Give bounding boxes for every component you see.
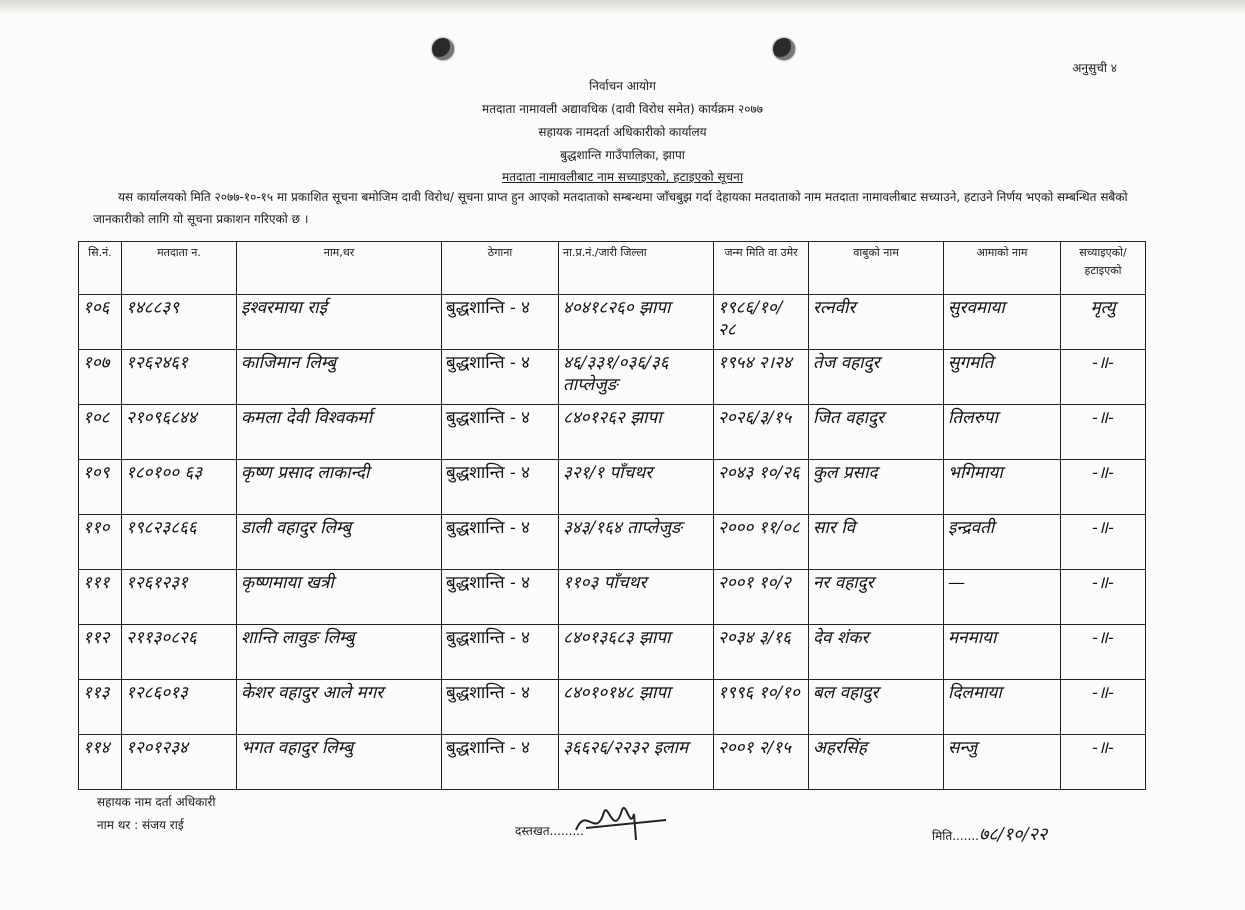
cell-serial: ११३ — [79, 680, 122, 735]
cell-address: बुद्धशान्ति - ४ — [442, 625, 559, 680]
table-row — [79, 295, 1146, 350]
signature-label: दस्तखत — [515, 824, 550, 838]
header-program: मतदाता नामावली अद्यावधिक (दावी विरोध समेत) कार्यक्रम २०७७ — [482, 102, 763, 116]
cell-name: कमला देवी विश्वकर्मा — [237, 405, 442, 460]
cell-mother: सुरवमाया — [944, 295, 1061, 350]
cell-mother: भगिमाया — [944, 460, 1061, 515]
cell-citizenship: ३४३/१६४ ताप्लेजुङ — [559, 515, 714, 570]
notice-title-text: मतदाता नामावलीबाट नाम सच्याइएको, हटाइएको सूचना — [502, 170, 743, 184]
table-row — [79, 735, 1146, 790]
cell-voter-no: १२८६०१३ — [122, 680, 237, 735]
cell-citizenship: ३६६२६/२२३२ इलाम — [559, 735, 714, 790]
annex-label: अनुसुची ४ — [1072, 61, 1117, 75]
cell-name: कृष्णमाया खत्री — [237, 570, 442, 625]
header-municipality: बुद्धशान्ति गाउँपालिका, झापा — [560, 148, 685, 162]
cell-serial: १०९ — [79, 460, 122, 515]
cell-citizenship: ३२१/१ पाँचथर — [559, 460, 714, 515]
cell-status: -॥- — [1061, 460, 1146, 515]
cell-dob: १९८६/१०/ २८ — [714, 295, 809, 350]
signature-scribble — [556, 800, 686, 845]
cell-mother: दिलमाया — [944, 680, 1061, 735]
officer-name: नाम थर : संजय राई — [97, 818, 184, 832]
intro-paragraph: यस कार्यालयको मिति २०७७-१०-१५ मा प्रकाशित सूचना बमोजिम दावी विरोध/ सूचना प्राप्त हुन आएको मतदाताको सम्बन्धमा जाँचबुझ गर्दा देहायका मतदाताको नाम मतदाता नामावलीबाट सच्याउने, हटाउने निर्णय भएको सम्बन्धित सबैको जानकारीको लागि यो सूचना प्रकाशन गरिएको छ । — [93, 190, 1128, 226]
cell-mother: इन्द्रवती — [944, 515, 1061, 570]
cell-voter-no: २११३०८२६ — [122, 625, 237, 680]
cell-dob: २००१ १०/२ — [714, 570, 809, 625]
col-header-address: ठेगाना — [442, 242, 559, 295]
cell-father: कुल प्रसाद — [809, 460, 944, 515]
date-label: मिति — [932, 829, 953, 843]
cell-address: बुद्धशान्ति - ४ — [442, 570, 559, 625]
cell-citizenship: ८४०१०१४८ झापा — [559, 680, 714, 735]
table-row — [79, 460, 1146, 515]
cell-father: बल वहादुर — [809, 680, 944, 735]
table-row — [79, 405, 1146, 460]
date-field: मिति.......७८/१०/२२ — [932, 824, 1048, 845]
cell-address: बुद्धशान्ति - ४ — [442, 680, 559, 735]
cell-voter-no: १२६१२३१ — [122, 570, 237, 625]
cell-mother: — — [944, 570, 1061, 625]
cell-address: बुद्धशान्ति - ४ — [442, 460, 559, 515]
cell-serial: ११२ — [79, 625, 122, 680]
cell-address: बुद्धशान्ति - ४ — [442, 295, 559, 350]
cell-name: काजिमान लिम्बु — [237, 350, 442, 405]
col-header-name: नाम,थर — [237, 242, 442, 295]
cell-address: बुद्धशान्ति - ४ — [442, 350, 559, 405]
table-row — [79, 570, 1146, 625]
cell-dob: १९५४ २।२४ — [714, 350, 809, 405]
cell-status: मृत्यु — [1061, 295, 1146, 350]
cell-serial: १०६ — [79, 295, 122, 350]
cell-address: बुद्धशान्ति - ४ — [442, 735, 559, 790]
cell-citizenship: ४६/३३१/०३६/३६ ताप्लेजुङ — [559, 350, 714, 405]
col-header-status: सच्याइएको/ हटाइएको — [1061, 242, 1146, 295]
cell-father: तेज वहादुर — [809, 350, 944, 405]
voter-table — [78, 241, 1146, 790]
col-header-dob: जन्म मिति वा उमेर — [714, 242, 809, 295]
cell-dob: २०४३ १०/२६ — [714, 460, 809, 515]
cell-name: इश्वरमाया राई — [237, 295, 442, 350]
cell-status: -॥- — [1061, 625, 1146, 680]
cell-voter-no: १४८८३९ — [122, 295, 237, 350]
cell-citizenship: ८४०१३६८३ झापा — [559, 625, 714, 680]
punch-hole-right — [773, 38, 795, 60]
cell-father: रत्नवीर — [809, 295, 944, 350]
cell-serial: १११ — [79, 570, 122, 625]
cell-serial: ११० — [79, 515, 122, 570]
cell-dob: २०३४ ३/१६ — [714, 625, 809, 680]
cell-name: केशर वहादुर आले मगर — [237, 680, 442, 735]
table-row — [79, 515, 1146, 570]
cell-voter-no: १२६२४६१ — [122, 350, 237, 405]
officer-title: सहायक नाम दर्ता अधिकारी — [97, 795, 216, 809]
cell-serial: १०७ — [79, 350, 122, 405]
date-value: ७८/१०/२२ — [978, 824, 1048, 845]
header-office: सहायक नामदर्ता अधिकारीको कार्यालय — [538, 125, 707, 139]
col-header-citizenship: ना.प्र.नं./जारी जिल्ला — [559, 242, 714, 295]
cell-dob: २००० ११/०८ — [714, 515, 809, 570]
cell-citizenship: ८४०१२६२ झापा — [559, 405, 714, 460]
cell-voter-no: १९८२३८६६ — [122, 515, 237, 570]
cell-status: -॥- — [1061, 515, 1146, 570]
table-row — [79, 680, 1146, 735]
col-header-serial: सि.नं. — [79, 242, 122, 295]
cell-status: -॥- — [1061, 405, 1146, 460]
col-header-voter-no: मतदाता न. — [122, 242, 237, 295]
cell-name: शान्ति लावुङ लिम्बु — [237, 625, 442, 680]
punch-hole-left — [432, 38, 454, 60]
cell-dob: १९९६ १०/१० — [714, 680, 809, 735]
cell-father: सार वि — [809, 515, 944, 570]
col-header-father: वाबुको नाम — [809, 242, 944, 295]
cell-citizenship: ११०३ पाँचथर — [559, 570, 714, 625]
cell-name: भगत वहादुर लिम्बु — [237, 735, 442, 790]
table-row — [79, 625, 1146, 680]
cell-status: -॥- — [1061, 350, 1146, 405]
cell-name: कृष्ण प्रसाद लाकान्दी — [237, 460, 442, 515]
cell-serial: ११४ — [79, 735, 122, 790]
cell-citizenship: ४०४१८२६० झापा — [559, 295, 714, 350]
cell-father: अहरसिंह — [809, 735, 944, 790]
cell-address: बुद्धशान्ति - ४ — [442, 515, 559, 570]
cell-name: डाली वहादुर लिम्बु — [237, 515, 442, 570]
cell-mother: मनमाया — [944, 625, 1061, 680]
cell-voter-no: २१०९६८४४ — [122, 405, 237, 460]
scan-edge — [0, 0, 1245, 14]
cell-serial: १०८ — [79, 405, 122, 460]
table-row — [79, 350, 1146, 405]
cell-dob: २००१ २/१५ — [714, 735, 809, 790]
cell-voter-no: १२०१२३४ — [122, 735, 237, 790]
cell-mother: तिलरुपा — [944, 405, 1061, 460]
cell-status: -॥- — [1061, 680, 1146, 735]
cell-status: -॥- — [1061, 570, 1146, 625]
table-header-row — [79, 242, 1146, 295]
cell-mother: सुगमति — [944, 350, 1061, 405]
cell-voter-no: १८०१०० ६३ — [122, 460, 237, 515]
cell-status: -॥- — [1061, 735, 1146, 790]
cell-father: नर वहादुर — [809, 570, 944, 625]
cell-mother: सन्जु — [944, 735, 1061, 790]
cell-dob: २०२६/३/१५ — [714, 405, 809, 460]
header-notice-title — [0, 168, 1245, 185]
cell-address: बुद्धशान्ति - ४ — [442, 405, 559, 460]
col-header-mother: आमाको नाम — [944, 242, 1061, 295]
cell-father: देव शंकर — [809, 625, 944, 680]
header-commission: निर्वाचन आयोग — [589, 79, 656, 93]
cell-father: जित वहादुर — [809, 405, 944, 460]
voter-table-body — [79, 295, 1146, 790]
signature-field: दस्तखत......... — [515, 824, 584, 838]
